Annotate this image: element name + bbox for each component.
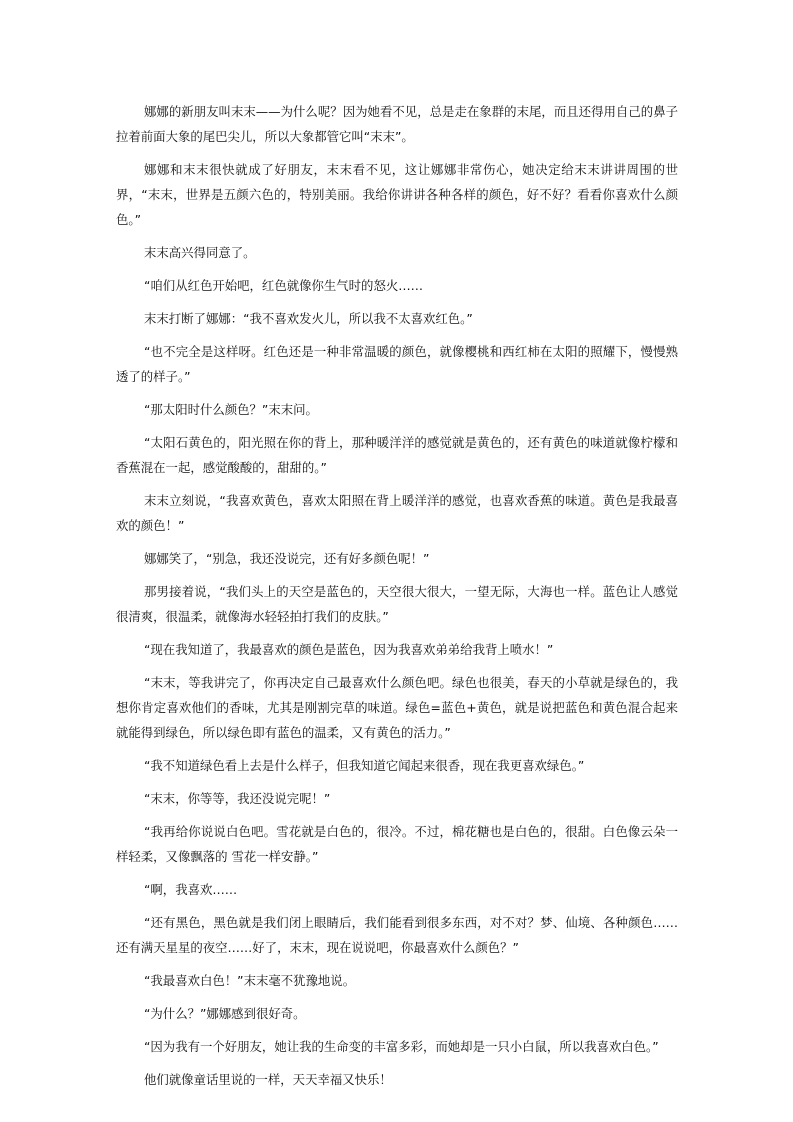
paragraph: “啊，我喜欢…… bbox=[144, 882, 238, 897]
paragraph: 末末立刻说，“我喜欢黄色，喜欢太阳照在背上暖洋洋的感觉，也喜欢香蕉的味道。黄色是我最喜欢的颜色！” bbox=[116, 493, 678, 533]
paragraph: 娜娜和末末很快就成了好朋友，末末看不见，这让娜娜非常伤心，她决定给末末讲讲周围的世界，“末末，世界是五颜六色的，特别美丽。我给你讲讲各种各样的颜色，好不好？看看你喜欢什么颜色。” bbox=[116, 162, 678, 227]
paragraph: “末末，等我讲完了，你再决定自己最喜欢什么颜色吧。绿色也很美，春天的小草就是绿色的，我想你肯定喜欢他们的香味，尤其是刚割完草的味道。绿色=蓝色+黄色，就是说把蓝色和黄色混合起来就能得到绿色，所以绿色即有蓝色的温柔，又有黄色的活力。” bbox=[116, 675, 678, 740]
paragraph: “我最喜欢白色！”末末毫不犹豫地说。 bbox=[144, 973, 356, 988]
paragraph: 娜娜笑了，“别急，我还没说完，还有好多颜色呢！” bbox=[144, 551, 430, 566]
paragraph: “咱们从红色开始吧，红色就像你生气时的怒火…… bbox=[144, 278, 424, 293]
paragraph: “那太阳时什么颜色？”末末问。 bbox=[144, 402, 318, 417]
paragraph: “太阳石黄色的，阳光照在你的背上，那种暖洋洋的感觉就是黄色的，还有黄色的味道就像柠檬和香蕉混在一起，感觉酸酸的，甜甜的。” bbox=[116, 435, 678, 475]
paragraph: “还有黑色，黑色就是我们闭上眼睛后，我们能看到很多东西，对不对？梦、仙境、各种颜色……还有满天星星的夜空……好了，末末，现在说说吧，你最喜欢什么颜色？” bbox=[116, 915, 678, 955]
paragraph: 娜娜的新朋友叫末末——为什么呢？因为她看不见，总是走在象群的末尾，而且还得用自己的鼻子拉着前面大象的尾巴尖儿，所以大象都管它叫“末末”。 bbox=[116, 104, 678, 144]
paragraph: “现在我知道了，我最喜欢的颜色是蓝色，因为我喜欢弟弟给我背上喷水！” bbox=[144, 642, 554, 657]
paragraph: “我不知道绿色看上去是什么样子，但我知道它闻起来很香，现在我更喜欢绿色。” bbox=[144, 758, 585, 773]
paragraph: “末末，你等等，我还没说完呢！” bbox=[144, 791, 331, 806]
paragraph: “也不完全是这样呀。红色还是一种非常温暖的颜色，就像樱桃和西红柿在太阳的照耀下，慢慢熟透了的样子。” bbox=[116, 344, 678, 384]
paragraph: “因为我有一个好朋友，她让我的生命变的丰富多彩，而她却是一只小白鼠，所以我喜欢白色。” bbox=[144, 1039, 659, 1054]
document-page bbox=[116, 99, 678, 1100]
paragraph: 末末打断了娜娜：“我不喜欢发火儿，所以我不太喜欢红色。” bbox=[144, 311, 473, 326]
paragraph: 末末高兴得同意了。 bbox=[144, 245, 256, 260]
paragraph: “为什么？”娜娜感到很好奇。 bbox=[144, 1006, 306, 1021]
paragraph: 他们就像童话里说的一样，天天幸福又快乐！ bbox=[144, 1072, 392, 1087]
paragraph: “我再给你说说白色吧。雪花就是白色的，很冷。不过，棉花糖也是白色的，很甜。白色像云朵一样轻柔，又像飘落的 雪花一样安静。” bbox=[116, 824, 678, 864]
paragraph: 那男接着说，“我们头上的天空是蓝色的，天空很大很大，一望无际，大海也一样。蓝色让人感觉很清爽，很温柔，就像海水轻轻拍打我们的皮肤。” bbox=[116, 584, 678, 624]
